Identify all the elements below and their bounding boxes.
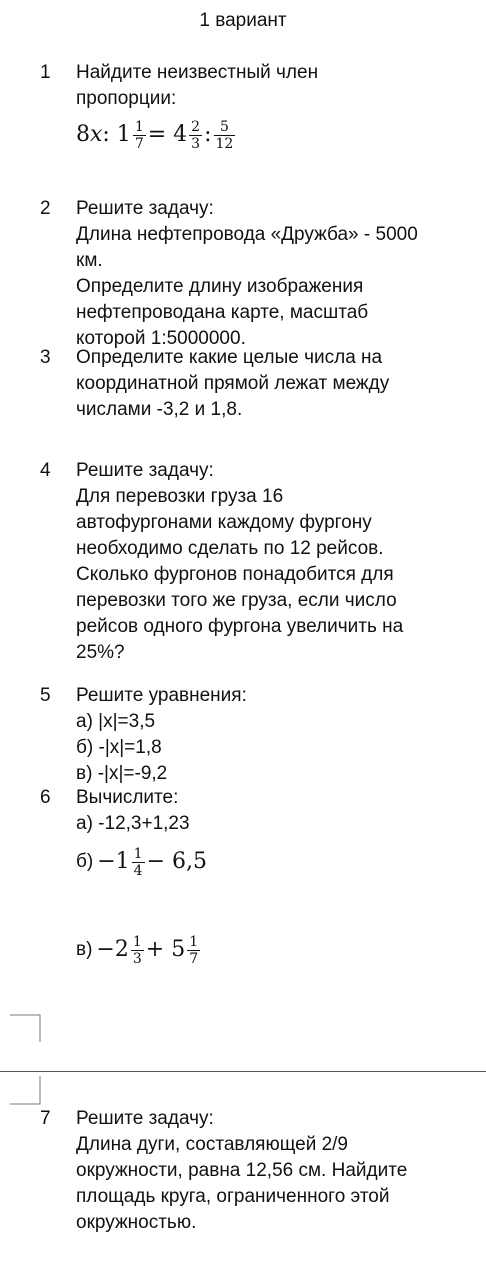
fraction-1-7: $\frac{1}{7}$ bbox=[134, 118, 144, 152]
task-4-line: Для перевозки груза 16 bbox=[76, 486, 284, 507]
task-3-line: координатной прямой лежат между bbox=[76, 373, 390, 394]
task-1-line: Найдите неизвестный член bbox=[76, 62, 319, 83]
fraction-1-7b: $\frac{1}{7}$ bbox=[189, 933, 199, 967]
task-3-line: Определите какие целые числа на bbox=[76, 347, 383, 368]
task-7-line: Длина дуги, составляющей 2/9 bbox=[76, 1134, 349, 1155]
task-6-c-whole: −2 bbox=[96, 937, 129, 962]
proportion-colon: : bbox=[204, 122, 212, 147]
task-4-number: 4 bbox=[40, 460, 51, 481]
task-2-line: Решите задачу: bbox=[76, 198, 214, 219]
task-6-b-expression bbox=[76, 837, 476, 887]
task-1-text bbox=[76, 60, 476, 158]
task-1-proportion bbox=[76, 112, 476, 158]
page-title: 1 вариант bbox=[199, 10, 287, 31]
task-6-text bbox=[76, 785, 476, 975]
task-3-line: числами -3,2 и 1,8. bbox=[76, 399, 243, 420]
task-4-line: 25%? bbox=[76, 642, 125, 663]
task-6-b-whole: −1 bbox=[97, 849, 130, 874]
fraction-2-3: $\frac{2}{3}$ bbox=[191, 118, 201, 152]
task-7-line: окружностью. bbox=[76, 1212, 197, 1233]
task-7-line: Решите задачу: bbox=[76, 1108, 214, 1129]
page-corner-mark-bottom bbox=[10, 1076, 42, 1108]
task-3-text bbox=[76, 345, 476, 423]
task-2-line: которой 1:5000000. bbox=[76, 328, 246, 349]
task-2-number: 2 bbox=[40, 198, 51, 219]
task-6-b-label: б) bbox=[76, 851, 94, 872]
task-7-text bbox=[76, 1106, 476, 1236]
task-2-line: нефтепроводана карте, масштаб bbox=[76, 302, 369, 323]
task-5-line: в) -|x|=-9,2 bbox=[76, 763, 168, 784]
proportion-eq: = 4 bbox=[147, 122, 188, 147]
task-6-line: Вычислите: bbox=[76, 787, 179, 808]
task-3-number: 3 bbox=[40, 347, 51, 368]
task-2-text bbox=[76, 196, 476, 352]
fraction-5-12: $\frac{5}{12}$ bbox=[215, 118, 234, 152]
page-corner-mark-top bbox=[10, 1012, 42, 1044]
task-4-text bbox=[76, 458, 476, 666]
task-5-text bbox=[76, 683, 476, 787]
task-7-line: площадь круга, ограниченного этой bbox=[76, 1186, 390, 1207]
task-4-line: Сколько фургонов понадобится для bbox=[76, 564, 394, 585]
task-6-c-label: в) bbox=[76, 939, 93, 960]
task-4-line: необходимо сделать по 12 рейсов. bbox=[76, 538, 384, 559]
task-2-line: Определите длину изображения bbox=[76, 276, 364, 297]
fraction-1-4: $\frac{1}{4}$ bbox=[133, 845, 143, 879]
task-6-number: 6 bbox=[40, 787, 51, 808]
task-1-number: 1 bbox=[40, 62, 51, 83]
fraction-1-3: $\frac{1}{3}$ bbox=[132, 933, 142, 967]
task-6-b-rest: − 6,5 bbox=[146, 849, 207, 874]
task-5-line: Решите уравнения: bbox=[76, 685, 247, 706]
task-7-number: 7 bbox=[40, 1108, 51, 1129]
task-4-line: Решите задачу: bbox=[76, 460, 214, 481]
task-4-line: автофургонами каждому фургону bbox=[76, 512, 372, 533]
task-7-line: окружности, равна 12,56 см. Найдите bbox=[76, 1160, 408, 1181]
task-4-line: перевозки того же груза, если число bbox=[76, 590, 397, 611]
task-6-c-expression bbox=[76, 925, 476, 975]
proportion-lhs: 8𝑥: 1 bbox=[76, 122, 131, 147]
task-6-line: а) -12,3+1,23 bbox=[76, 813, 190, 834]
page-break-divider bbox=[0, 1071, 486, 1072]
task-6-c-plus: + 5 bbox=[145, 937, 186, 962]
task-5-line: а) |x|=3,5 bbox=[76, 711, 156, 732]
task-2-line: км. bbox=[76, 250, 103, 271]
task-2-line: Длина нефтепровода «Дружба» - 5000 bbox=[76, 224, 418, 245]
task-4-line: рейсов одного фургона увеличить на bbox=[76, 616, 404, 637]
task-1-line: пропорции: bbox=[76, 88, 177, 109]
task-5-number: 5 bbox=[40, 685, 51, 706]
task-5-line: б) -|x|=1,8 bbox=[76, 737, 162, 758]
